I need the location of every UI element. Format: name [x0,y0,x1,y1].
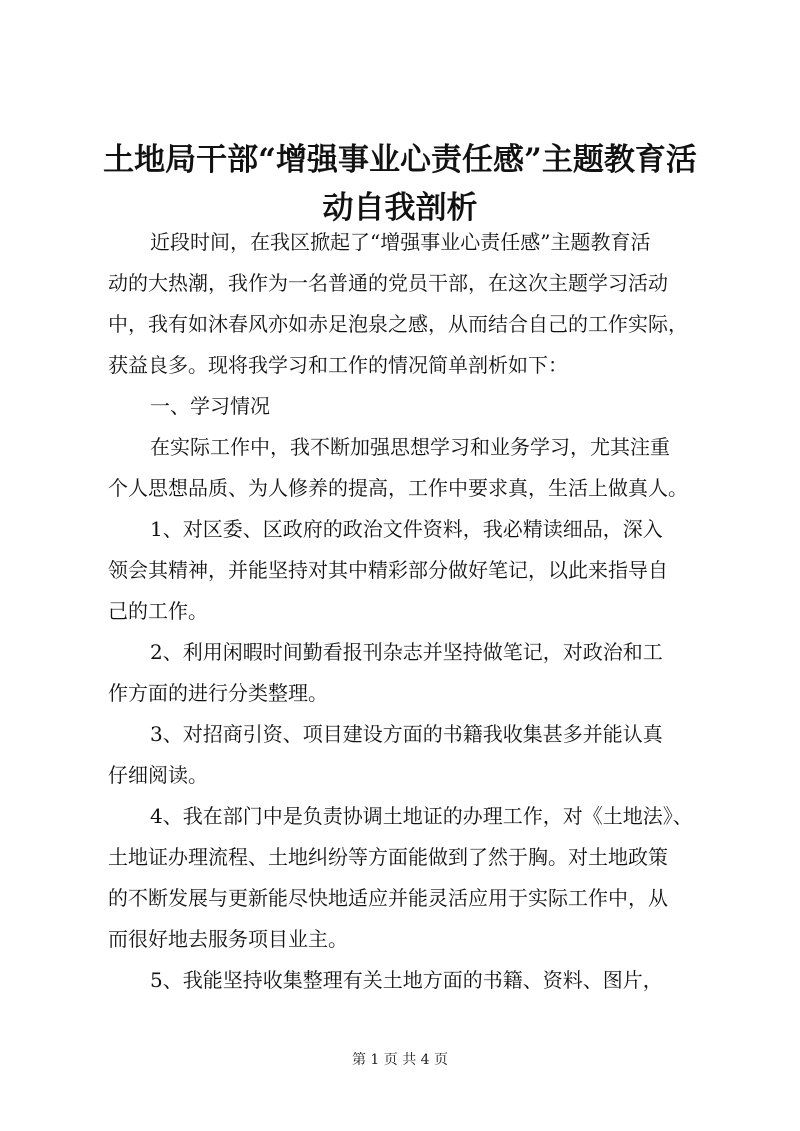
paragraph-line: 3、对招商引资、项目建设方面的书籍我收集甚多并能认真 [150,722,663,746]
page-footer: 第 1 页 共 4 页 [351,1052,449,1068]
paragraph-line: 作方面的进行分类整理。 [108,681,328,705]
document-body [108,226,720,996]
paragraph-line: 在实际工作中，我不断加强思想学习和业务学习，尤其注重 [150,435,670,459]
paragraph-line: 获益良多。现将我学习和工作的情况简单剖析如下： [108,353,568,377]
section-heading: 一、学习情况 [150,394,270,418]
paragraph-line: 仔细阅读。 [108,763,208,787]
paragraph-line: 而很好地去服务项目业主。 [108,927,348,951]
title-line-1: 土地局干部“增强事业心责任感”主题教育活 [103,142,697,178]
paragraph-line: 己的工作。 [108,599,208,623]
paragraph-line: 中，我有如沐春风亦如赤足泡泉之感，从而结合自己的工作实际， [108,312,688,336]
paragraph-line: 近段时间，在我区掀起了“增强事业心责任感”主题教育活 [150,230,651,254]
paragraph-line: 领会其精神，并能坚持对其中精彩部分做好笔记，以此来指导自 [108,558,668,582]
paragraph-line: 动的大热潮，我作为一名普通的党员干部，在这次主题学习活动 [108,271,668,295]
paragraph-line: 个人思想品质、为人修养的提高，工作中要求真，生活上做真人。 [108,476,688,500]
paragraph-line: 2、利用闲暇时间勤看报刊杂志并坚持做笔记，对政治和工 [150,640,663,664]
document-title [100,136,700,232]
paragraph-line: 1、对区委、区政府的政治文件资料，我必精读细品，深入 [150,517,663,541]
paragraph-line: 土地证办理流程、土地纠纷等方面能做到了然于胸。对土地政策 [108,845,668,869]
paragraph-line: 的不断发展与更新能尽快地适应并能灵活应用于实际工作中，从 [108,886,668,910]
paragraph-line: 5、我能坚持收集整理有关土地方面的书籍、资料、图片， [150,968,663,992]
title-line-2: 动自我剖析 [322,190,478,226]
paragraph-line: 4、我在部门中是负责协调土地证的办理工作，对《土地法》、 [150,804,693,828]
